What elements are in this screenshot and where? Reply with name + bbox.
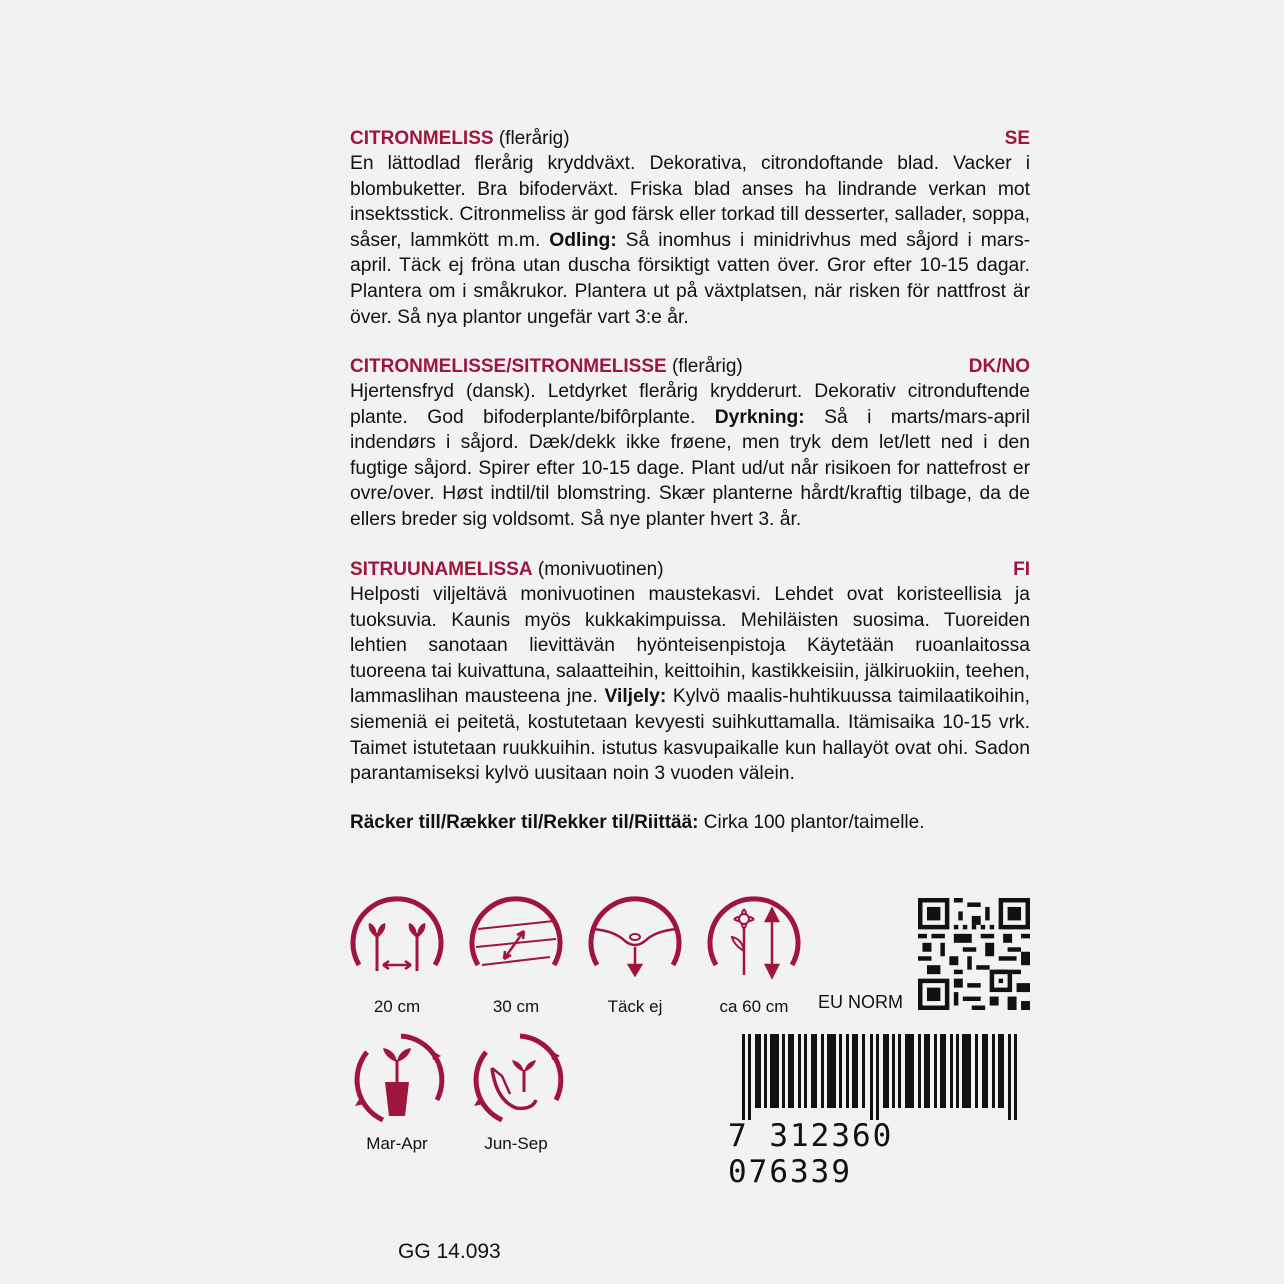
icon-label: Jun-Sep (484, 1134, 548, 1153)
icon-label: Mar-Apr (366, 1134, 428, 1153)
sowing-depth-info (580, 893, 690, 1017)
section-subtitle: (flerårig) (498, 128, 570, 149)
sowing-time-info (342, 1030, 452, 1154)
language-code: DK/NO (968, 356, 1030, 377)
text-part: Helposti viljeltävä monivuotinen maustekasvi. Lehdet ovat koristeellisia ja tuoksuvia. Kaunis myös kukkakimpuissa. Mehiläisten suosima. Tuoreiden lehtien sanotaan lievittävän hyönteisenpistoja Käytetään ruoanlaitossa tuoreena tai kuivattuna, salaatteihin, keittoihin, kastikkeisiin, jälkiruokiin, teehen, lammaslihan mausteena jne. (350, 584, 1030, 708)
sowing-depth-icon (585, 893, 685, 993)
section-se (350, 126, 1030, 330)
bold-heading: Viljely: (604, 686, 667, 708)
icon-label: 20 cm (373, 997, 421, 1016)
harvest-time-icon (466, 1030, 566, 1130)
text-part: En lättodlad flerårig kryddväxt. Dekorativa, citrondoftande blad. Vacker i blombuketter. Bra bifoderväxt. Friska blad anses ha lindrande verkan mot insektsstick. Citronmeliss är god färsk eller torkad till desserter, sallader, soppa, såser, lammkött m.m. (350, 153, 1030, 251)
section-subtitle: (flerårig) (671, 356, 743, 377)
text-part: Kylvö maalis-huhtikuussa taimilaatikoihin, siemeniä ei peitetä, kostutetaan kevyesti suihkuttamalla. Itämisaika 10-15 vrk. Taimet istutetaan ruukkuihin. istutus kasvupaikalle kun hallayöt ovat ohi. Sadon parantamiseksi kylvö uusitaan noin 3 vuoden välein. (350, 686, 1030, 785)
section-title: CITRONMELISSE/SITRONMELISSE (350, 356, 667, 377)
section-fi (350, 557, 1030, 787)
section-title: CITRONMELISS (350, 128, 494, 149)
plant-height-info (699, 893, 809, 1017)
section-text (350, 582, 1030, 787)
row-spacing-info (461, 893, 571, 1017)
eu-norm-label: EU NORM (818, 992, 903, 1012)
section-header (350, 126, 1030, 151)
text-part: Hjertensfryd (dansk). Letdyrket flerårig krydderurt. Dekorativ citronduftende plante. God bifoderplante/bifôrplante. (350, 381, 1030, 428)
coverage-label: Räcker till/Rækker til/Rekker til/Riittää: (350, 812, 699, 833)
section-header (350, 354, 1030, 379)
text-part: Så inomhus i minidrivhus med såjord i mars-april. Täck ej fröna utan duscha försiktigt vatten över. Gror efter 10-15 dagar. Plantera om i småkrukor. Plantera ut på växtplatsen, när risken för nattfrost är över. Så nya plantor ungefär vart 3:e år. (350, 229, 1031, 328)
section-text (350, 379, 1030, 533)
section-subtitle: (monivuotinen) (537, 559, 664, 580)
bold-heading: Dyrkning: (714, 406, 805, 428)
barcode (728, 1034, 1032, 1120)
section-header (350, 557, 1030, 582)
language-code: FI (1013, 559, 1030, 580)
product-code: GG 14.093 (398, 1240, 501, 1263)
coverage-value: Cirka 100 plantor/taimelle. (698, 812, 925, 833)
section-text (350, 151, 1030, 330)
icon-label: ca 60 cm (719, 997, 789, 1016)
row-spacing-icon (466, 893, 566, 993)
section-title: SITRUUNAMELISSA (350, 559, 533, 580)
icon-label: Täck ej (607, 997, 663, 1016)
icon-label: 30 cm (492, 997, 540, 1016)
text-part: Så i marts/mars-april indendørs i såjord. Dæk/dekk ikke frøene, men tryk dem let/lett ned i den fugtige såjord. Spirer efter 10-15 dage. Plant ud/ut når risikoen for nattefrost er ovre/over. Høst indtil/til blomstring. Skær planterne hårdt/kraftig tilbage, da de ellers breder sig voldsomt. Så nye planter hvert 3. år. (350, 406, 1031, 530)
spacing-info (342, 893, 452, 1017)
bold-heading: Odling: (549, 229, 617, 251)
harvest-time-info (461, 1030, 571, 1154)
section-dk-no (350, 354, 1030, 533)
qr-code (918, 898, 1030, 1010)
language-code: SE (1004, 128, 1030, 149)
spacing-icon (347, 893, 447, 993)
plant-height-icon (704, 893, 804, 993)
sowing-time-icon (347, 1030, 447, 1130)
coverage-line (350, 810, 924, 835)
barcode-number: 7 312360 076339 (728, 1118, 894, 1190)
